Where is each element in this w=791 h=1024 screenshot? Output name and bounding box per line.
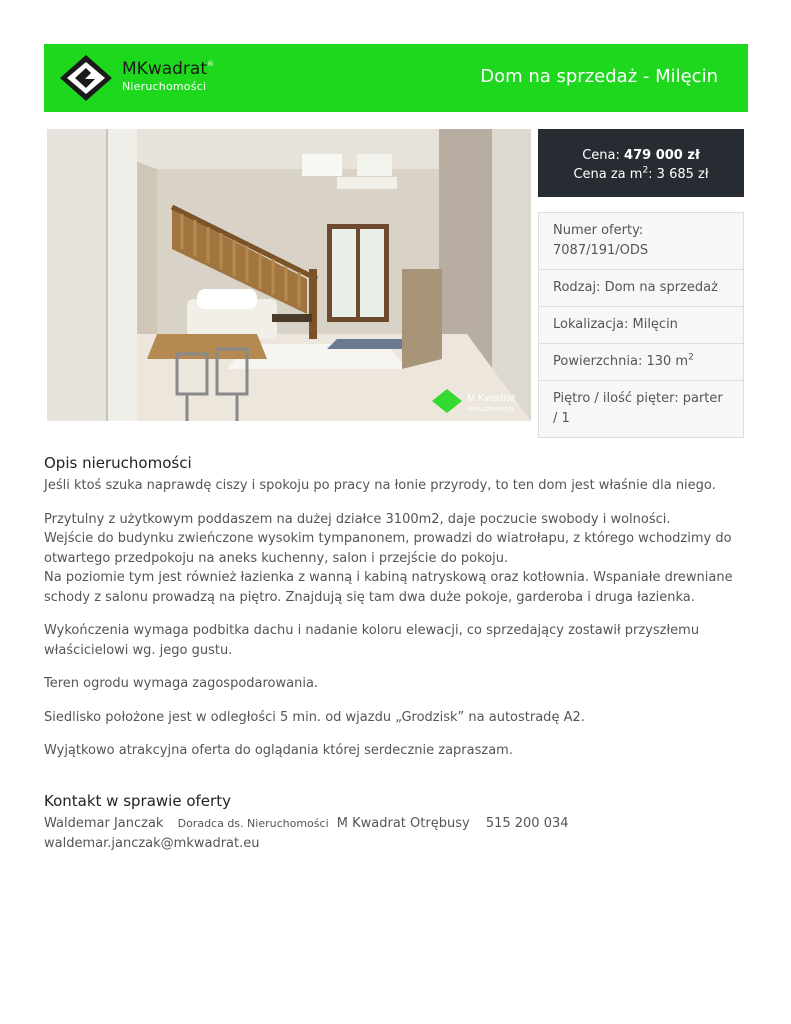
contact-title: Kontakt w sprawie oferty bbox=[44, 792, 231, 810]
agent-phone[interactable]: 515 200 034 bbox=[485, 816, 569, 831]
description-paragraph bbox=[44, 510, 744, 608]
logo-text bbox=[122, 61, 214, 92]
detail-offer-number: Numer oferty: 7087/191/ODS bbox=[539, 213, 743, 270]
agent-company: M Kwadrat Otrębusy bbox=[336, 816, 470, 831]
price-value: 479 000 zł bbox=[624, 148, 700, 163]
price-per-m2-label: Cena za m bbox=[573, 167, 643, 182]
description-paragraph: Jeśli ktoś szuka naprawdę ciszy i spokoju po pracy na łonie przyrody, to ten dom jest właśnie dla niego. bbox=[44, 478, 716, 493]
detail-location: Lokalizacja: Milęcin bbox=[539, 307, 743, 344]
price-per-m2-line bbox=[538, 165, 744, 184]
contact-section bbox=[44, 792, 744, 854]
description-line: Na poziomie tym jest również łazienka z wanną i kabiną natryskową oraz kotłownia. Wspaniałe drewniane schody z salonu prowadzą na piętro. Znajdują się tam dwa duże pokoje, garderoba i druga łazienka. bbox=[44, 570, 733, 605]
description-paragraph: Siedlisko położone jest w odległości 5 min. od wjazdu „Grodzisk” na autostradę A2. bbox=[44, 709, 585, 725]
contact-agent-line bbox=[44, 814, 744, 834]
price-line bbox=[538, 146, 744, 165]
property-photo[interactable] bbox=[47, 129, 531, 421]
logo-mark-icon bbox=[58, 53, 114, 103]
watermark-brand: M Kwadrat bbox=[467, 393, 515, 404]
photo-watermark bbox=[432, 389, 515, 413]
detail-type: Rodzaj: Dom na sprzedaż bbox=[539, 270, 743, 307]
description-paragraph: Teren ogrodu wymaga zagospodarowania. bbox=[44, 676, 319, 691]
registered-mark: ® bbox=[207, 60, 215, 68]
description-paragraph: Wykończenia wymaga podbitka dachu i nadanie koloru elewacji, co sprzedający zostawił przyszłemu właścicielowi wg. jego gustu. bbox=[44, 623, 700, 658]
detail-area bbox=[539, 344, 743, 381]
agent-name: Waldemar Janczak bbox=[44, 816, 164, 831]
description-title: Opis nieruchomości bbox=[44, 454, 192, 472]
company-logo[interactable] bbox=[58, 53, 218, 103]
detail-area-sup: 2 bbox=[688, 352, 694, 363]
agent-role: Doradca ds. Nieruchomości bbox=[177, 817, 329, 830]
header-banner bbox=[44, 44, 748, 112]
price-label: Cena: bbox=[582, 148, 620, 163]
logo-brand-name: Kwadrat bbox=[136, 59, 208, 79]
offer-details bbox=[538, 212, 744, 438]
watermark-subtitle: Nieruchomości bbox=[467, 406, 514, 413]
page-title: Dom na sprzedaż - Milęcin bbox=[480, 66, 718, 87]
description-line: Przytulny z użytkowym poddaszem na dużej działce 3100m2, daje poczucie swobody i wolności. bbox=[44, 511, 671, 527]
price-per-m2-value: : 3 685 zł bbox=[648, 167, 709, 182]
description-line: Wejście do budynku zwieńczone wysokim tympanonem, prowadzi do wiatrołapu, z którego wchodzimy do otwartego przedpokoju na aneks kuchenny, salon i przejście do pokoju. bbox=[44, 531, 732, 566]
logo-brand bbox=[122, 61, 214, 78]
interior-photo-image bbox=[47, 129, 531, 421]
description-paragraph: Wyjątkowo atrakcyjna oferta do oglądania której serdecznie zapraszam. bbox=[44, 743, 513, 758]
price-per-m2-sup: 2 bbox=[642, 165, 649, 176]
property-description bbox=[44, 454, 744, 775]
price-box bbox=[538, 129, 744, 197]
agent-email[interactable]: waldemar.janczak@mkwadrat.eu bbox=[44, 836, 260, 851]
logo-brand-prefix: M bbox=[122, 59, 137, 79]
detail-floors: Piętro / ilość pięter: parter / 1 bbox=[553, 391, 723, 426]
logo-subtitle: Nieruchomości bbox=[122, 80, 207, 93]
detail-area-label: Powierzchnia: 130 m bbox=[553, 354, 689, 369]
